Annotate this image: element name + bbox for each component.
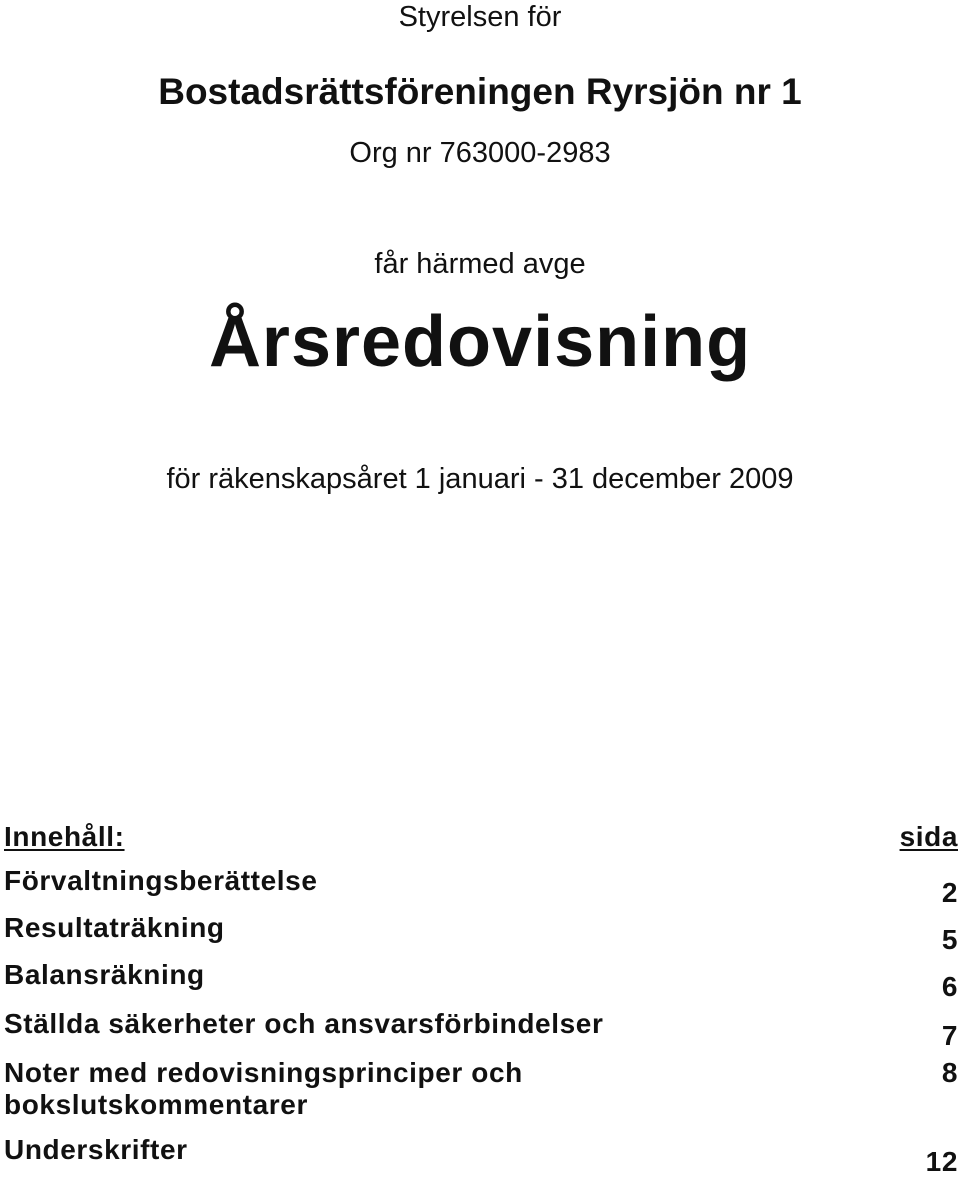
document-title: Årsredovisning (208, 302, 752, 382)
board-line: Styrelsen för (398, 1, 562, 33)
organization-number: Org nr 763000-2983 (349, 137, 611, 169)
toc-item-label: Förvaltningsberättelse (4, 865, 318, 896)
fiscal-period: för räkenskapsåret 1 januari - 31 december 2009 (166, 463, 794, 495)
toc-item-page: 8 (941, 1057, 958, 1088)
toc-item-label: Resultaträkning (4, 912, 225, 943)
toc-item-label: Ställda säkerheter och ansvarsförbindelser (4, 1008, 604, 1039)
toc-item-label: Noter med redovisningsprinciper och bokslutskommentarer (4, 1057, 523, 1120)
toc-item-label: Underskrifter (4, 1134, 188, 1165)
organization-name: Bostadsrättsföreningen Ryrsjön nr 1 (158, 71, 802, 112)
toc-heading: Innehåll: (4, 821, 125, 852)
toc-item-label: Balansräkning (4, 959, 205, 990)
toc-item-page: 7 (941, 1020, 958, 1051)
toc-item-page: 5 (941, 924, 958, 955)
intro-line: får härmed avge (374, 248, 586, 280)
toc-header (4, 820, 958, 854)
toc-item-page: 12 (925, 1146, 958, 1177)
toc-item-page: 6 (941, 971, 958, 1002)
toc-page-heading: sida (899, 821, 958, 852)
toc-item-page: 2 (941, 877, 958, 908)
